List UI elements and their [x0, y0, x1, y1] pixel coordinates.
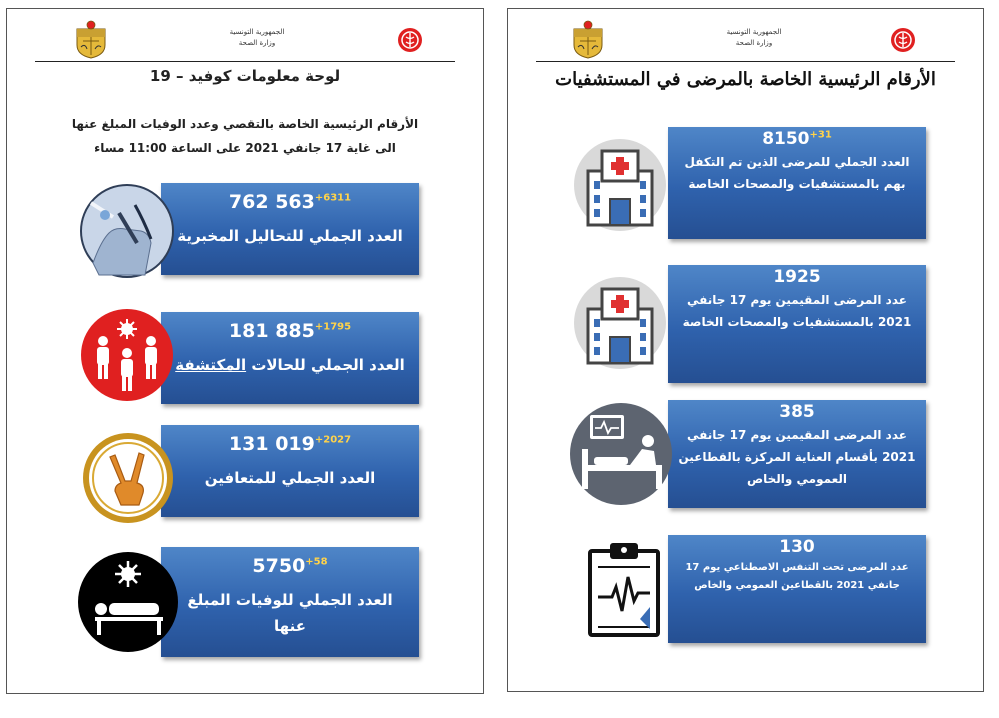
- health-logo-icon: [890, 27, 916, 53]
- card-label-underlined: المكتشفة: [175, 356, 247, 374]
- lab-test-icon: [79, 183, 175, 279]
- left-page: [6, 8, 484, 694]
- ministry-name: وزارة الصحة: [238, 39, 276, 47]
- card-delta: +1795: [314, 321, 352, 333]
- card-number: [668, 537, 926, 557]
- deaths-card: [161, 547, 419, 657]
- card-number: [161, 433, 419, 455]
- right-page: [507, 8, 984, 692]
- card-number: [668, 129, 926, 149]
- card-value: 385: [779, 402, 815, 422]
- icu-bed-icon: [568, 401, 674, 507]
- ministry-name: وزارة الصحة: [735, 39, 773, 47]
- lab-tests-card: [161, 183, 419, 275]
- card-delta: +31: [809, 129, 832, 141]
- card-label-part: العدد الجملي للحالات: [246, 356, 405, 374]
- people-virus-icon: [79, 307, 175, 403]
- hospital-icon: [572, 275, 668, 371]
- page-header: [7, 9, 483, 65]
- victory-hand-icon: [81, 431, 175, 525]
- card-label: العدد الجملي للتحاليل المخبرية: [177, 227, 403, 245]
- card-delta: +6311: [314, 192, 352, 204]
- detected-cases-card: [161, 312, 419, 404]
- card-label: عدد المرضى تحت التنفس الاصطناعي يوم 17 جانفي 2021 بالقطاعين العمومي والخاص: [685, 562, 909, 591]
- deceased-icon: [77, 551, 179, 653]
- card-delta: +58: [305, 556, 328, 568]
- page-subtitle: [37, 112, 453, 160]
- icu-card: [668, 400, 926, 508]
- hospitalized-total-card: [668, 127, 926, 239]
- card-label: العدد الجملي للمتعافين: [204, 469, 376, 487]
- page-title: الأرقام الرئيسية الخاصة بالمرضى في المستشفيات: [555, 69, 936, 90]
- ventilated-card: [668, 535, 926, 643]
- card-value: 181 885: [228, 320, 315, 342]
- card-delta: +2027: [314, 434, 352, 446]
- recovered-card: [161, 425, 419, 517]
- card-value: 8150: [762, 129, 810, 149]
- page-header: [508, 9, 983, 65]
- health-logo-icon: [397, 27, 423, 53]
- hospital-icon: [572, 137, 668, 233]
- subtitle-date-line: الى غاية 17 جانفي 2021 على الساعة 11:00 مساء: [94, 141, 396, 155]
- card-number: [668, 402, 926, 422]
- inpatients-card: [668, 265, 926, 383]
- card-label: عدد المرضى المقيمين يوم 17 جانفي 2021 بالمستشفيات والمصحات الخاصة: [682, 293, 912, 329]
- country-name: الجمهورية التونسية: [726, 28, 782, 36]
- card-number: [161, 191, 419, 213]
- card-label: العدد الجملي للوفيات المبلغ عنها: [187, 591, 393, 635]
- card-number: [161, 320, 419, 342]
- card-label: [161, 352, 419, 378]
- country-name: الجمهورية التونسية: [229, 28, 285, 36]
- card-label: العدد الجملي للمرضى الذين تم التكفل بهم بالمستشفيات والمصحات الخاصة: [684, 155, 910, 191]
- clipboard-ecg-icon: [586, 541, 662, 637]
- subtitle-line: الأرقام الرئيسية الخاصة بالتقصي وعدد الوفيات المبلغ عنها: [71, 117, 419, 131]
- card-number: [161, 555, 419, 577]
- card-value: 1925: [773, 267, 821, 287]
- card-label: عدد المرضى المقيمين يوم 17 جانفي 2021 بأقسام العناية المركزة بالقطاعين العمومي والخاص: [678, 428, 916, 486]
- card-value: 130: [779, 537, 815, 557]
- page-title: لوحة معلومات كوفيد – 19: [149, 67, 341, 85]
- card-number: [668, 267, 926, 287]
- card-value: 131 019: [228, 433, 315, 455]
- card-value: 762 563: [228, 191, 315, 213]
- card-value: 5750: [252, 555, 306, 577]
- header-divider: [536, 61, 955, 62]
- tunisia-emblem-icon: [568, 19, 608, 59]
- tunisia-emblem-icon: [71, 19, 111, 59]
- header-divider: [35, 61, 455, 62]
